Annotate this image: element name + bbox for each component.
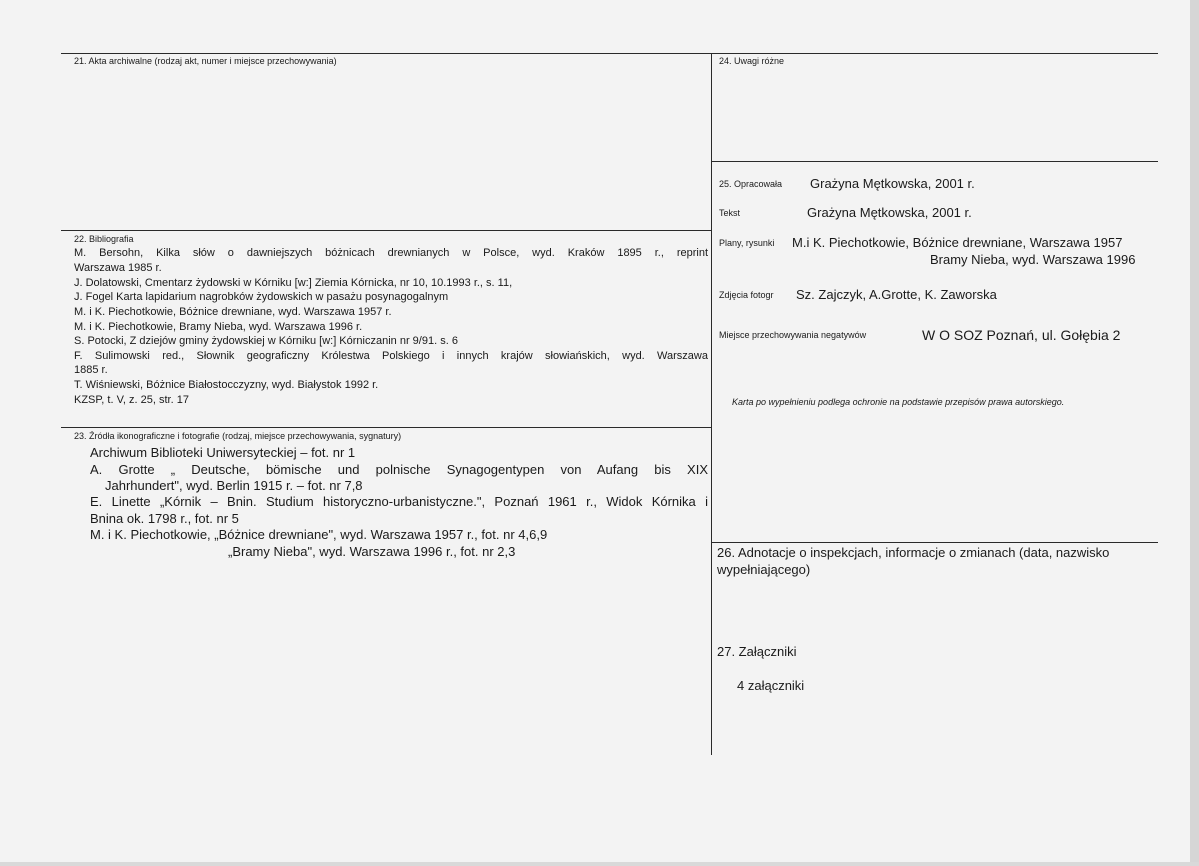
rule-above-22	[61, 230, 711, 231]
photos-label: Zdjęcia fotogr	[719, 290, 774, 300]
top-rule-right	[711, 53, 1158, 54]
section-27-heading: 27. Załączniki	[717, 644, 797, 659]
bibliography-line-6: M. i K. Piechotkowie, Bramy Nieba, wyd. Warszawa 1996 r.	[74, 321, 363, 333]
iconography-line-2: A. Grotte „ Deutsche, bömische und polnische Synagogentypen von Aufang bis XIX	[90, 462, 708, 477]
bibliography-line-9: 1885 r.	[74, 364, 108, 376]
section-22-heading: 22. Bibliografia	[74, 234, 134, 244]
bibliography-line-2: Warszawa 1985 r.	[74, 262, 162, 274]
iconography-line-1: Archiwum Biblioteki Uniwersyteckiej – fot. nr 1	[90, 445, 356, 460]
section-21-heading: 21. Akta archiwalne (rodzaj akt, numer i miejsce przechowywania)	[74, 56, 337, 66]
scan-edge-bottom	[0, 862, 1199, 866]
bibliography-line-8: F. Sulimowski red., Słownik geograficzny Królestwa Polskiego i innych krajów słowiańskich, wyd. Warszawa	[74, 350, 708, 362]
bibliography-line-5: M. i K. Piechotkowie, Bóżnice drewniane, wyd. Warszawa 1957 r.	[74, 306, 392, 318]
prepared-by-value: Grażyna Mętkowska, 2001 r.	[810, 176, 975, 191]
negatives-location-value: W O SOZ Poznań, ul. Gołębia 2	[922, 327, 1121, 343]
section-24-heading: 24. Uwagi różne	[719, 56, 785, 66]
bibliography-line-10: T. Wiśniewski, Bóżnice Białostocczyzny, wyd. Białystok 1992 r.	[74, 379, 379, 391]
section-26-heading-line-1: 26. Adnotacje o inspekcjach, informacje o zmianach (data, nazwisko	[717, 545, 1110, 560]
section-26-heading-line-2: wypełniającego)	[717, 562, 811, 577]
iconography-line-7: „Bramy Nieba", wyd. Warszawa 1996 r., fot. nr 2,3	[228, 544, 516, 559]
rule-above-25	[711, 161, 1158, 162]
prepared-by-label: 25. Opracowała	[719, 179, 783, 189]
attachments-value: 4 załączniki	[737, 678, 805, 693]
iconography-line-3: Jahrhundert", wyd. Berlin 1915 r. – fot. nr 7,8	[105, 478, 363, 493]
plans-value-line-2: Bramy Nieba, wyd. Warszawa 1996	[930, 252, 1136, 267]
photos-value: Sz. Zajczyk, A.Grotte, K. Zaworska	[796, 287, 997, 302]
top-rule-left	[61, 53, 711, 54]
bibliography-line-3: J. Dolatowski, Cmentarz żydowski w Kórniku [w:] Ziemia Kórnicka, nr 10, 10.1993 r., s. 11,	[74, 277, 513, 289]
section-23-heading: 23. Źródła ikonograficzne i fotografie (rodzaj, miejsce przechowywania, sygnatury)	[74, 431, 402, 441]
center-divider	[711, 53, 712, 755]
text-author-value: Grażyna Mętkowska, 2001 r.	[807, 205, 972, 220]
copyright-note: Karta po wypełnieniu podlega ochronie na podstawie przepisów prawa autorskiego.	[732, 397, 1065, 407]
rule-above-23	[61, 427, 711, 428]
iconography-line-6: M. i K. Piechotkowie, „Bóżnice drewniane", wyd. Warszawa 1957 r., fot. nr 4,6,9	[90, 527, 548, 542]
iconography-line-4: E. Linette „Kórnik – Bnin. Studium historyczno-urbanistyczne.", Poznań 1961 r., Widok Kórnika i	[90, 494, 708, 509]
iconography-line-5: Bnina ok. 1798 r., fot. nr 5	[90, 511, 239, 526]
plans-label: Plany, rysunki	[719, 238, 775, 248]
negatives-location-label: Miejsce przechowywania negatywów	[719, 330, 867, 340]
scan-edge-right	[1190, 0, 1199, 866]
text-author-label: Tekst	[719, 208, 741, 218]
plans-value-line-1: M.i K. Piechotkowie, Bóżnice drewniane, Warszawa 1957	[792, 235, 1123, 250]
rule-above-26	[711, 542, 1158, 543]
bibliography-line-7: S. Potocki, Z dziejów gminy żydowskiej w Kórniku [w:] Kórniczanin nr 9/91. s. 6	[74, 335, 458, 347]
bibliography-line-11: KZSP, t. V, z. 25, str. 17	[74, 394, 189, 406]
bibliography-line-1: M. Bersohn, Kilka słów o dawniejszych bóżnicach drewnianych w Polsce, wyd. Kraków 1895 r., reprint	[74, 247, 708, 259]
bibliography-line-4: J. Fogel Karta lapidarium nagrobków żydowskich w pasażu posynagogalnym	[74, 291, 449, 303]
